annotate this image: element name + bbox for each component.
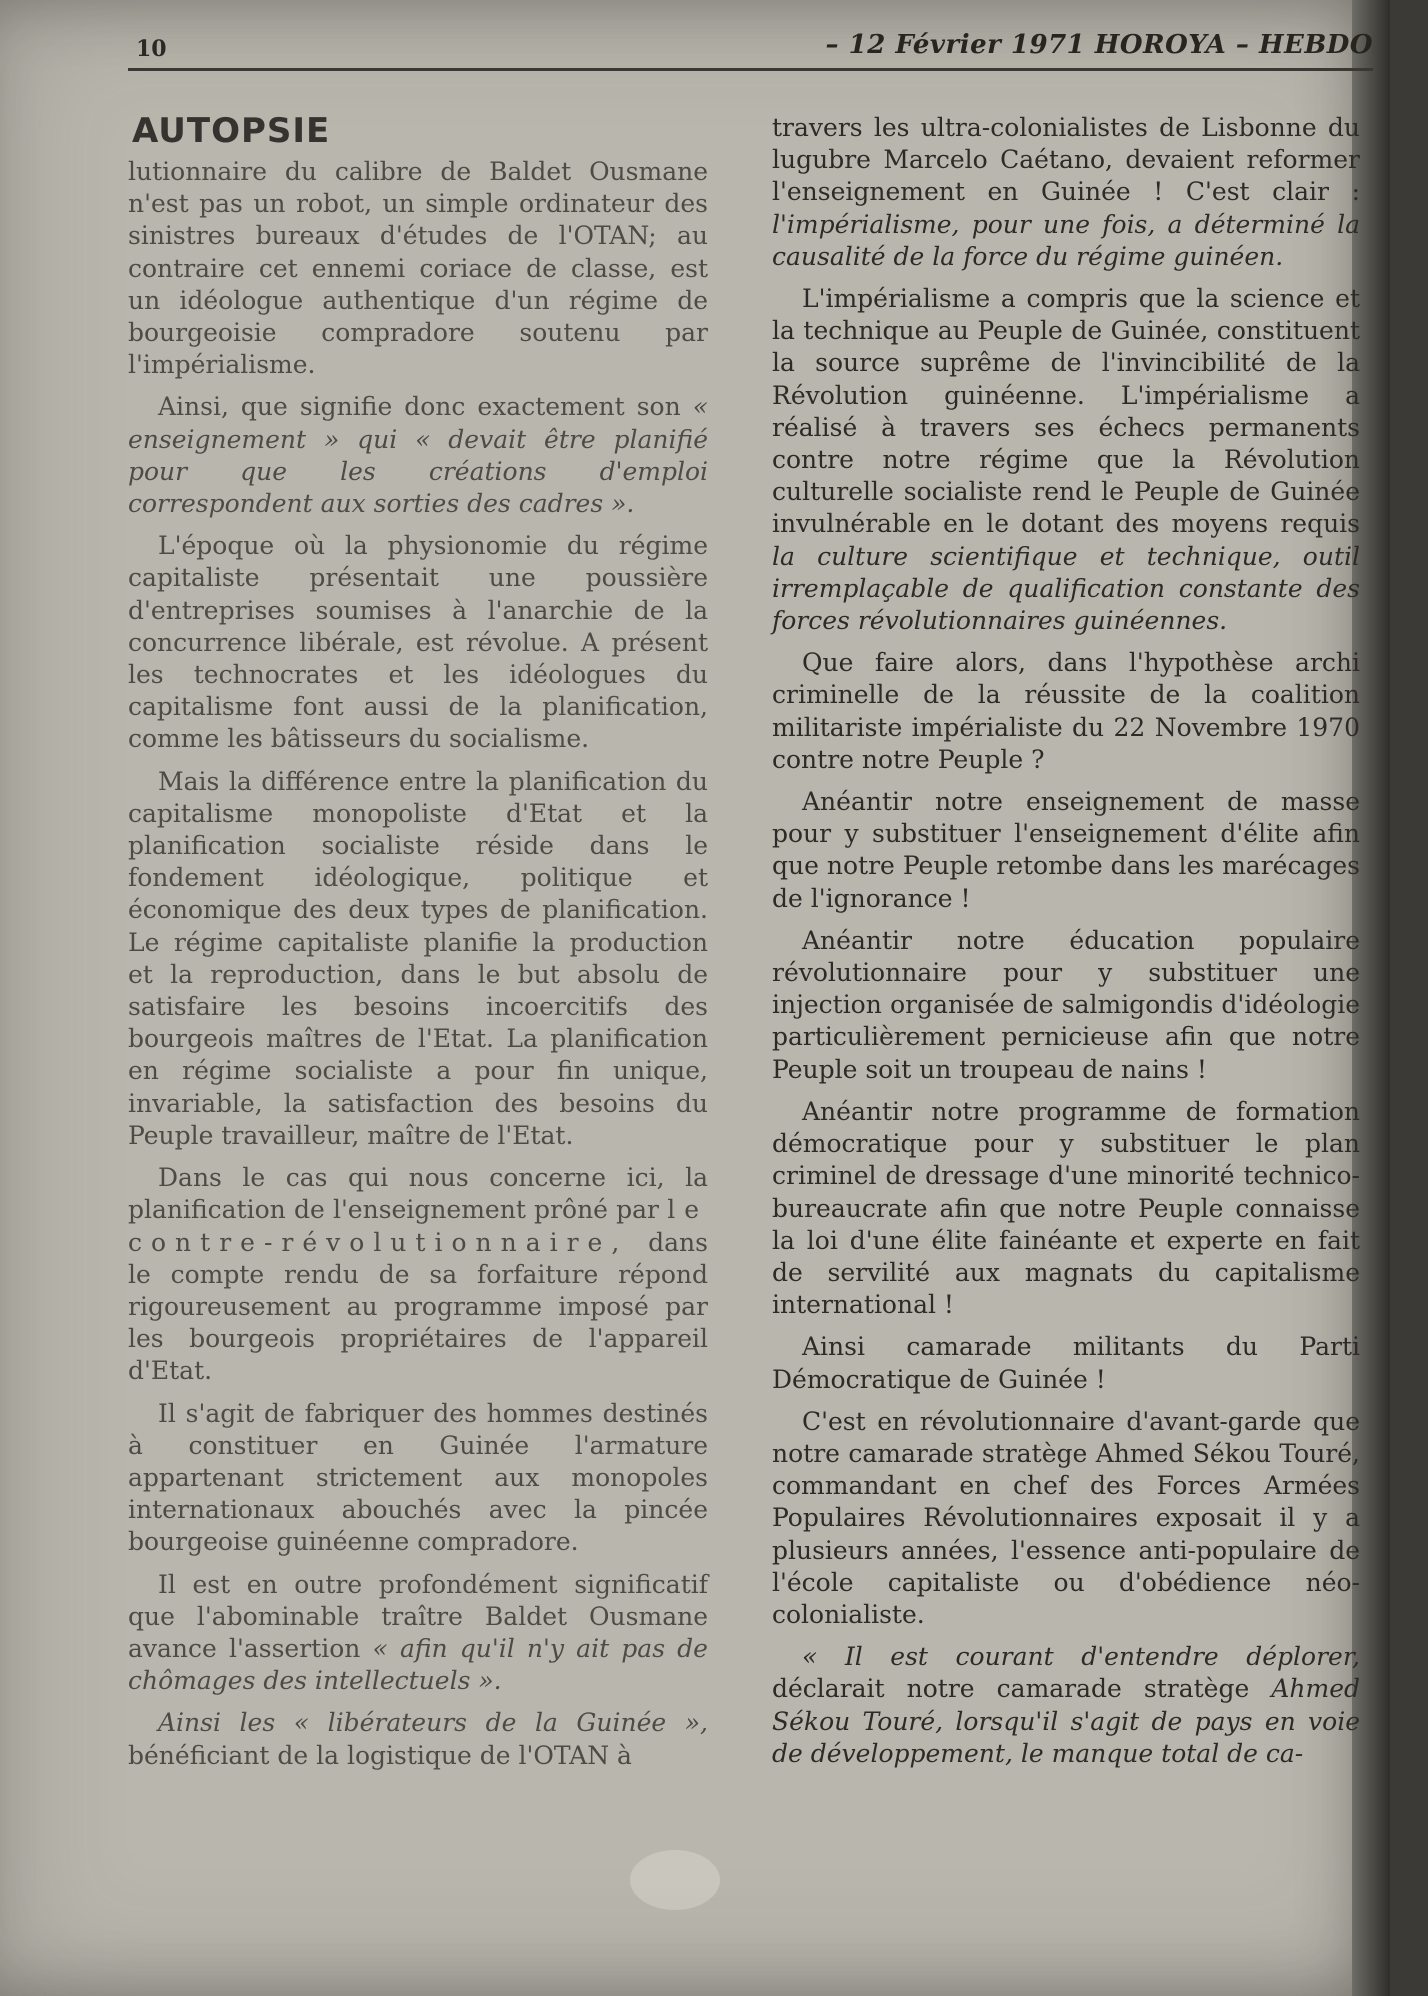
page-header <box>128 28 1373 72</box>
paragraph-text: dans le compte rendu de sa forfaiture répond rigoureusement au programme imposé par les bourgeois propriétaires de l'appareil d'Etat. <box>128 1227 708 1386</box>
quote-text: « Il est courant d'entendre déplorer, <box>802 1642 1360 1672</box>
paragraph <box>772 112 1360 273</box>
section-title: AUTOPSIE <box>132 111 331 151</box>
paragraph: Ainsi camarade militants du Parti Démocratique de Guinée ! <box>772 1332 1360 1394</box>
masthead: – 12 Février 1971 HOROYA – HEBDO <box>825 30 1373 60</box>
paragraph: lutionnaire du calibre de Baldet Ousmane n'est pas un robot, un simple ordinateur des sinistres bureaux d'études de l'OTAN; au contraire cet ennemi coriace de classe, est un idéologue authentique d'un régime de bourgeoisie compradore soutenu par l'impérialisme. <box>128 157 708 380</box>
header-rule <box>128 68 1373 71</box>
paragraph-text: bénéficiant de la logistique de l'OTAN à <box>128 1740 632 1770</box>
paper-stain <box>630 1850 720 1910</box>
paragraph <box>128 1162 708 1387</box>
paragraph: Anéantir notre programme de formation démocratique pour y substituer le plan criminel de dressage d'une minorité technico-bureaucrate afin que notre Peuple connaisse la loi d'une élite fainéante et experte en fait de servilité aux magnats du capitalisme international ! <box>772 1096 1360 1320</box>
paragraph <box>772 283 1360 637</box>
paragraph <box>128 1707 708 1771</box>
paragraph <box>772 1641 1360 1770</box>
quote-text: « afin qu'il n'y ait pas de chômages des intellectuels ». <box>128 1633 708 1696</box>
paragraph-text: Ainsi, que signifie donc exactement son <box>158 392 693 422</box>
paragraph: Que faire alors, dans l'hypothèse archi criminelle de la réussite de la coalition militariste impérialiste du 22 Novembre 1970 contre notre Peuple ? <box>772 648 1360 774</box>
paragraph-text: Dans le cas qui nous concerne ici, la planification de l'enseignement prôné par <box>128 1163 708 1225</box>
paragraph-text: déclarait notre camarade stratège <box>772 1674 1272 1704</box>
paragraph: L'époque où la physionomie du régime capitaliste présentait une poussière d'entreprises soumises à l'anarchie de la concurrence libérale, est révolue. A présent les technocrates et les idéologues du capitalisme font aussi de la planification, comme les bâtisseurs du socialisme. <box>128 531 708 754</box>
paragraph-text: Il est en outre profondément significatif que l'abominable traître Baldet Ousmane avance l'assertion <box>128 1569 708 1663</box>
paragraph: Mais la différence entre la planification du capitalisme monopoliste d'Etat et la planification socialiste réside dans le fondement idéologique, politique et économique des deux types de planification. Le régime capitaliste planifie la production et la reproduction, dans le but absolu de satisfaire les besoins incoercitifs des bourgeois maîtres de l'Etat. La planification en régime socialiste a pour fin unique, invariable, la satisfaction des besoins du Peuple travailleur, maître de l'Etat. <box>128 766 708 1150</box>
paragraph <box>128 391 708 520</box>
emphasis-text: l'impérialisme, pour une fois, a déterminé la causalité de la force du régime guinéen. <box>772 209 1360 271</box>
spaced-text: le contre-révolutionnaire, <box>128 1195 708 1257</box>
right-column <box>772 112 1360 1780</box>
page-number: 10 <box>136 36 167 62</box>
quote-text: « enseignement » qui « devait être planifié pour que les créations d'emploi correspondent aux sorties des cadres ». <box>128 392 708 519</box>
paragraph: C'est en révolutionnaire d'avant-garde que notre camarade stratège Ahmed Sékou Touré, commandant en chef des Forces Armées Populaires Révolutionnaires exposait il y a plusieurs années, l'essence anti-populaire de l'école capitaliste ou d'obédience néo-colonialiste. <box>772 1406 1360 1629</box>
paragraph-text: L'impérialisme a compris que la science et la technique au Peuple de Guinée, constituent la source suprême de l'invincibilité de la Révolution guinéenne. L'impérialisme a réalisé à travers ses échecs permanents contre notre régime que la Révolution culturelle socialiste rend le Peuple de Guinée invulnérable en le dotant des moyens requis <box>772 284 1360 539</box>
paragraph: Il s'agit de fabriquer des hommes destinés à constituer en Guinée l'armature appartenant strictement aux monopoles internationaux abouchés avec la pincée bourgeoise guinéenne compradore. <box>128 1398 708 1557</box>
paragraph-text: travers les ultra-colonialistes de Lisbonne du lugubre Marcelo Caétano, devaient reformer l'enseignement en Guinée ! C'est clair : <box>772 113 1360 207</box>
paragraph: Anéantir notre enseignement de masse pour y substituer l'enseignement d'élite afin que notre Peuple retombe dans les marécages de l'ignorance ! <box>772 787 1360 913</box>
quote-text: Ahmed Sékou Touré, lorsqu'il s'agit de pays en voie de développement, le manque total de ca- <box>772 1674 1360 1768</box>
paragraph: Anéantir notre éducation populaire révolutionnaire pour y substituer une injection organisée de salmigondis d'idéologie particulièrement pernicieuse afin que notre Peuple soit un troupeau de nains ! <box>772 925 1360 1084</box>
quote-text: Ainsi les « libérateurs de la Guinée », <box>158 1708 708 1738</box>
left-column <box>128 112 708 1782</box>
emphasis-text: la culture scientifique et technique, outil irremplaçable de qualification constante des forces révolutionnaires guinéennes. <box>772 541 1360 636</box>
paragraph <box>128 1569 708 1698</box>
